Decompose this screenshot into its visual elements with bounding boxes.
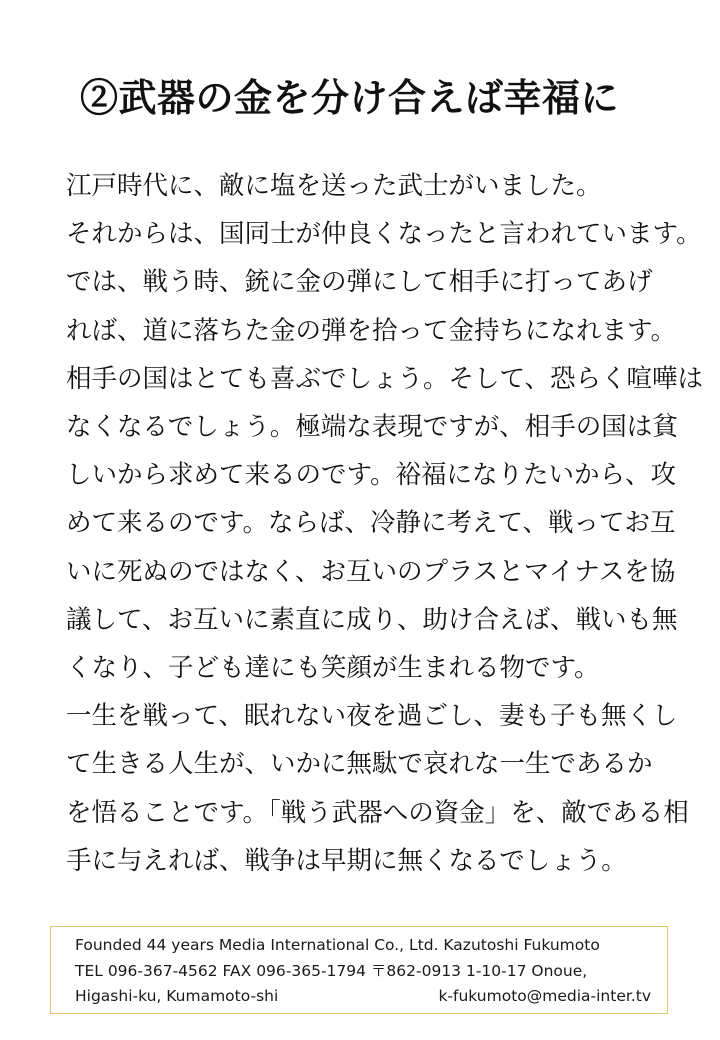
body-line: 相手の国はとても喜ぶでしょう。そして、恐らく喧嘩は	[66, 363, 703, 394]
footer-address-city: Higashi-ku, Kumamoto-shi	[75, 987, 279, 1005]
body-line: なくなるでしょう。極端な表現ですが、相手の国は貧	[66, 412, 678, 443]
body-line: 手に与えれば、戦争は早期に無くなるでしょう。	[66, 845, 627, 876]
body-line: いに死ぬのではなく、お互いのプラスとマイナスを協	[66, 556, 676, 587]
body-line: めて来るのです。ならば、冷静に考えて、戦ってお互	[66, 508, 676, 539]
body-line: それからは、国同士が仲良くなったと言われています。	[66, 219, 702, 250]
body-line: 一生を戦って、眠れない夜を過ごし、妻も子も無くし	[66, 701, 678, 732]
page-title: ②武器の金を分け合えば幸福に	[80, 75, 620, 120]
body-line: を悟ることです。「戦う武器への資金」を、敵である相	[66, 797, 689, 828]
footer-email: k-fukumoto@media-inter.tv	[438, 987, 651, 1005]
body-line: くなり、子ども達にも笑顔が生まれる物です。	[66, 653, 600, 684]
body-text	[66, 162, 703, 885]
body-line: 江戸時代に、敵に塩を送った武士がいました。	[66, 171, 602, 201]
footer-company-line: Founded 44 years Media International Co., Ltd. Kazutoshi Fukumoto	[75, 936, 600, 954]
contact-footer-box	[50, 926, 668, 1014]
footer-address-email-row	[75, 984, 657, 1010]
body-line: れば、道に落ちた金の弾を拾って金持ちになれます。	[66, 315, 676, 346]
body-line: しいから求めて来るのです。裕福になりたいから、攻	[66, 460, 676, 491]
body-line: て生きる人生が、いかに無駄で哀れな一生であるか	[66, 749, 653, 780]
body-line: では、戦う時、銃に金の弾にして相手に打ってあげ	[66, 267, 653, 298]
body-line: 議して、お互いに素直に成り、助け合えば、戦いも無	[66, 604, 678, 635]
footer-phone-address-line: TEL 096-367-4562 FAX 096-365-1794 〒862-0913 1-10-17 Onoue,	[75, 961, 588, 980]
